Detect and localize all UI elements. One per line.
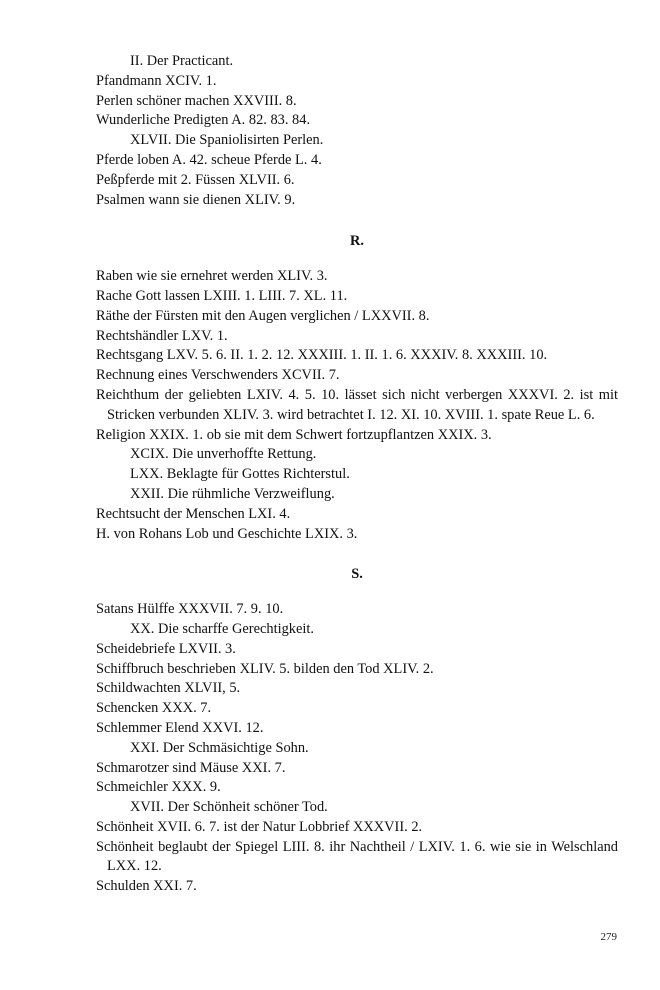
- index-subentry: XX. Die scharffe Gerechtigkeit.: [130, 620, 314, 637]
- section-heading-s: S.: [351, 566, 363, 583]
- index-entry: Rechtsgang LXV. 5. 6. II. 1. 2. 12. XXXIII. 1. II. 1. 6. XXXIV. 8. XXXIII. 10.: [96, 347, 548, 364]
- index-block-s: [96, 600, 618, 897]
- index-subentry: II. Der Practicant.: [130, 53, 234, 69]
- index-entry: Religion XXIX. 1. ob sie mit dem Schwert fortzupflantzen XXIX. 3.: [96, 426, 492, 443]
- index-entry: Rache Gott lassen LXIII. 1. LIII. 7. XL. 11.: [96, 287, 348, 304]
- index-entry: Rechtsucht der Menschen LXI. 4.: [96, 505, 291, 522]
- index-entry: Räthe der Fürsten mit den Augen verglichen / LXXVII. 8.: [96, 307, 430, 324]
- page-number: 279: [600, 931, 617, 943]
- index-subentry: XCIX. Die unverhoffte Rettung.: [130, 446, 317, 463]
- index-entry: Rechtshändler LXV. 1.: [96, 327, 228, 344]
- index-entry: Rechnung eines Verschwenders XCVII. 7.: [96, 367, 340, 384]
- index-entry: Schönheit XVII. 6. 7. ist der Natur Lobbrief XXXVII. 2.: [96, 818, 423, 835]
- index-entry: Pferde loben A. 42. scheue Pferde L. 4.: [96, 151, 322, 168]
- index-entry: Peßpferde mit 2. Füssen XLVII. 6.: [96, 171, 295, 188]
- index-entry: Schönheit beglaubt der Spiegel LIII. 8. ihr Nachtheil / LXIV. 1. 6. wie sie in Welschland LXX. 12.: [96, 838, 618, 875]
- index-entry: Schulden XXI. 7.: [96, 878, 197, 895]
- index-subentry: XLVII. Die Spaniolisirten Perlen.: [130, 132, 324, 149]
- section-heading-r: R.: [350, 233, 364, 250]
- index-entry: Scheidebriefe LXVII. 3.: [96, 640, 236, 657]
- index-entry: Wunderliche Predigten A. 82. 83. 84.: [96, 112, 311, 129]
- index-entry: Schiffbruch beschrieben XLIV. 5. bilden den Tod XLIV. 2.: [96, 660, 434, 677]
- index-page: [96, 52, 618, 897]
- index-entry: Psalmen wann sie dienen XLIV. 9.: [96, 191, 296, 208]
- index-subentry: LXX. Beklagte für Gottes Richterstul.: [130, 466, 350, 483]
- index-entry: Schlemmer Elend XXVI. 12.: [96, 719, 264, 736]
- index-subentry: XXII. Die rühmliche Verzweiflung.: [130, 485, 335, 502]
- index-subentry: XXI. Der Schmäsichtige Sohn.: [130, 739, 309, 756]
- index-subentry: XVII. Der Schönheit schöner Tod.: [130, 799, 328, 816]
- index-entry: Raben wie sie ernehret werden XLIV. 3.: [96, 268, 328, 285]
- index-block-top: [96, 52, 618, 210]
- index-entry: Schmarotzer sind Mäuse XXI. 7.: [96, 759, 286, 776]
- index-entry: Perlen schöner machen XXVIII. 8.: [96, 92, 297, 109]
- index-block-r: [96, 267, 618, 544]
- index-entry: Schmeichler XXX. 9.: [96, 779, 221, 796]
- index-entry: Schencken XXX. 7.: [96, 700, 212, 717]
- index-entry: Pfandmann XCIV. 1.: [96, 72, 217, 89]
- index-entry: H. von Rohans Lob und Geschichte LXIX. 3.: [96, 525, 358, 542]
- index-entry: Schildwachten XLVII, 5.: [96, 680, 241, 697]
- index-entry: Satans Hülffe XXXVII. 7. 9. 10.: [96, 601, 284, 618]
- index-entry: Reichthum der geliebten LXIV. 4. 5. 10. lässet sich nicht verbergen XXXVI. 2. ist mit Stricken verbunden XLIV. 3. wird betrachtet I. 12. XI. 10. XVIII. 1. spate Reue L. 6.: [96, 386, 618, 423]
